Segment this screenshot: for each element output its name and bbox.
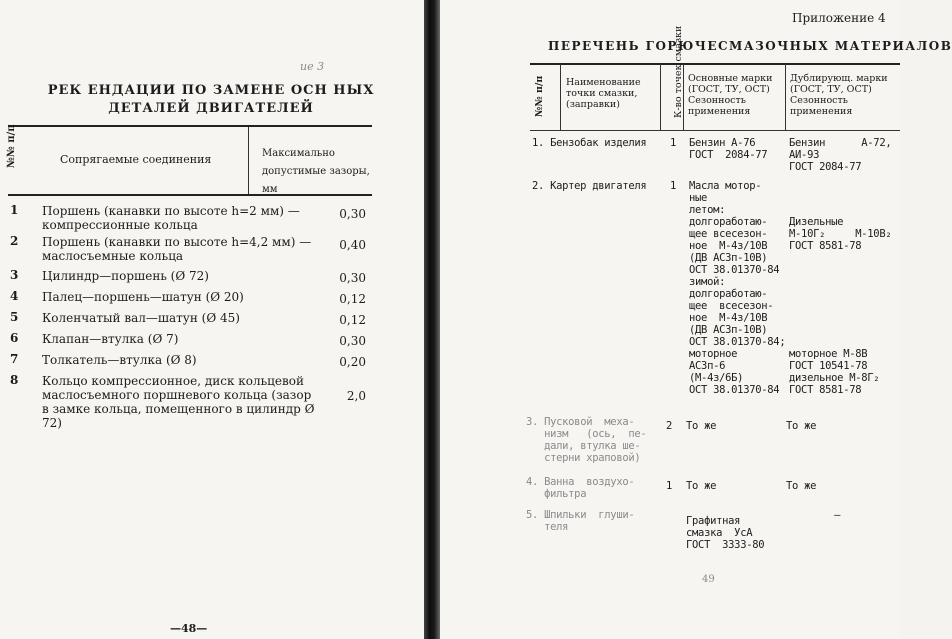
row-value: 0,20 [339, 355, 366, 369]
row-value: 0,30 [339, 334, 366, 348]
row-number: 6 [10, 331, 19, 345]
row-value: 0,40 [339, 238, 366, 252]
column-header-number: №№ п/п [6, 124, 17, 168]
page-number: 49 [702, 574, 715, 585]
column-divider [248, 127, 249, 195]
row-text: Поршень (канавки по высоте h=4,2 мм) — маслосъемные кольца [42, 235, 312, 263]
table-top-rule [8, 125, 372, 127]
row-number: 3 [10, 268, 19, 282]
row-text: Коленчатый вал—шатун (Ø 45) [42, 311, 240, 325]
column-header-main-grades: Основные марки (ГОСТ, ТУ, ОСТ) Сезонность применения [688, 73, 773, 117]
row-text: Кольцо компрессионное, диск кольцевой маслосъемного поршневого кольца (зазор в замке кольца, помещенного в цилиндр Ø 72) [42, 374, 315, 430]
row-dup: То же [786, 480, 817, 492]
page-title [46, 82, 376, 118]
table-header-rule [530, 130, 900, 131]
title-line-1: РЕК ЕНДАЦИИ ПО ЗАМЕНЕ ОСН НЫХ [47, 83, 375, 98]
row-number: 1 [10, 203, 19, 217]
column-header-qty: К-во точек смазки [673, 25, 684, 118]
row-text: Поршень (канавки по высоте h=2 мм) — компрессионные кольца [42, 204, 300, 232]
row-point: 3. Пусковой меха- низм (ось, пе- дали, втулка ше- стерни храповой) [526, 416, 647, 464]
row-point: 5. Шпильки глуши- теля [526, 509, 635, 533]
book-spine [424, 0, 440, 639]
right-page [440, 0, 952, 639]
row-number: 4 [10, 289, 19, 303]
row-qty: 2 [666, 420, 673, 432]
column-header-max-gap: Максимально допустимые зазоры, мм [262, 148, 370, 195]
page-number: —48— [170, 622, 208, 635]
row-main: То же [686, 420, 717, 432]
row-qty: 1 [666, 480, 673, 492]
appendix-label: ие 3 [300, 60, 325, 73]
row-dup: Дизельные М-10Г₂ М-10В₂ ГОСТ 8581-78 моторное М-8В ГОСТ 10541-78 дизельное М-8Г₂ ГОСТ 8581-78 [789, 216, 892, 396]
column-header-number: №№ п/п [534, 75, 545, 117]
row-dup: То же [786, 420, 817, 432]
column-header-dup-grades: Дублирующ. марки (ГОСТ, ТУ, ОСТ) Сезонность применения [790, 73, 888, 117]
row-main: Графитная смазка УсА ГОСТ 3333-80 [686, 515, 765, 551]
row-main: То же [686, 480, 717, 492]
row-text: Клапан—втулка (Ø 7) [42, 332, 179, 346]
row-value: 2,0 [346, 389, 366, 403]
column-divider [785, 64, 786, 130]
column-header-connections: Сопрягаемые соединения [60, 153, 212, 166]
row-point: 4. Ванна воздухо- фильтра [526, 476, 635, 500]
row-dup: — [786, 509, 841, 521]
appendix-label: Приложение 4 [792, 11, 886, 25]
column-divider [560, 64, 561, 130]
page-title: ПЕРЕЧЕНЬ ГОРЮЧЕСМАЗОЧНЫХ МАТЕРИАЛОВ [548, 39, 952, 53]
row-number: 5 [10, 310, 19, 324]
column-divider [660, 64, 661, 130]
row-point: 1. Бензобак изделия [532, 137, 647, 149]
title-line-2: ДЕТАЛЕЙ ДВИГАТЕЛЕЙ [108, 101, 314, 116]
column-header-point: Наименование точки смазки, (заправки) [566, 77, 641, 110]
row-main: Бензин А-76 ГОСТ 2084-77 [689, 137, 768, 161]
row-text: Цилиндр—поршень (Ø 72) [42, 269, 209, 283]
row-value: 0,12 [339, 292, 366, 306]
table-top-rule [530, 63, 900, 65]
row-qty: 1 [670, 137, 677, 149]
row-point: 2. Картер двигателя [532, 180, 647, 192]
row-number: 2 [10, 234, 19, 248]
row-value: 0,30 [339, 271, 366, 285]
left-page [0, 0, 430, 639]
row-number: 8 [10, 373, 19, 387]
row-text: Толкатель—втулка (Ø 8) [42, 353, 197, 367]
row-number: 7 [10, 352, 19, 366]
row-text: Палец—поршень—шатун (Ø 20) [42, 290, 244, 304]
row-main: Масла мотор- ные летом: долгоработаю- щее всесезон- ное М-4з/10В (ДВ АСЗп-10В) ОСТ 38.01370-84 зимой: долгоработаю- щее всесезон- ное М-4з/10В (ДВ АСЗп-10В) ОСТ 38.01370-84; моторное АСЗп-6 (М-4з/6Б) ОСТ 38.01370-84 [689, 180, 786, 396]
row-qty: 1 [670, 180, 677, 192]
row-value: 0,30 [339, 207, 366, 221]
row-value: 0,12 [339, 313, 366, 327]
row-dup: Бензин А-72, АИ-93 ГОСТ 2084-77 [789, 137, 892, 173]
